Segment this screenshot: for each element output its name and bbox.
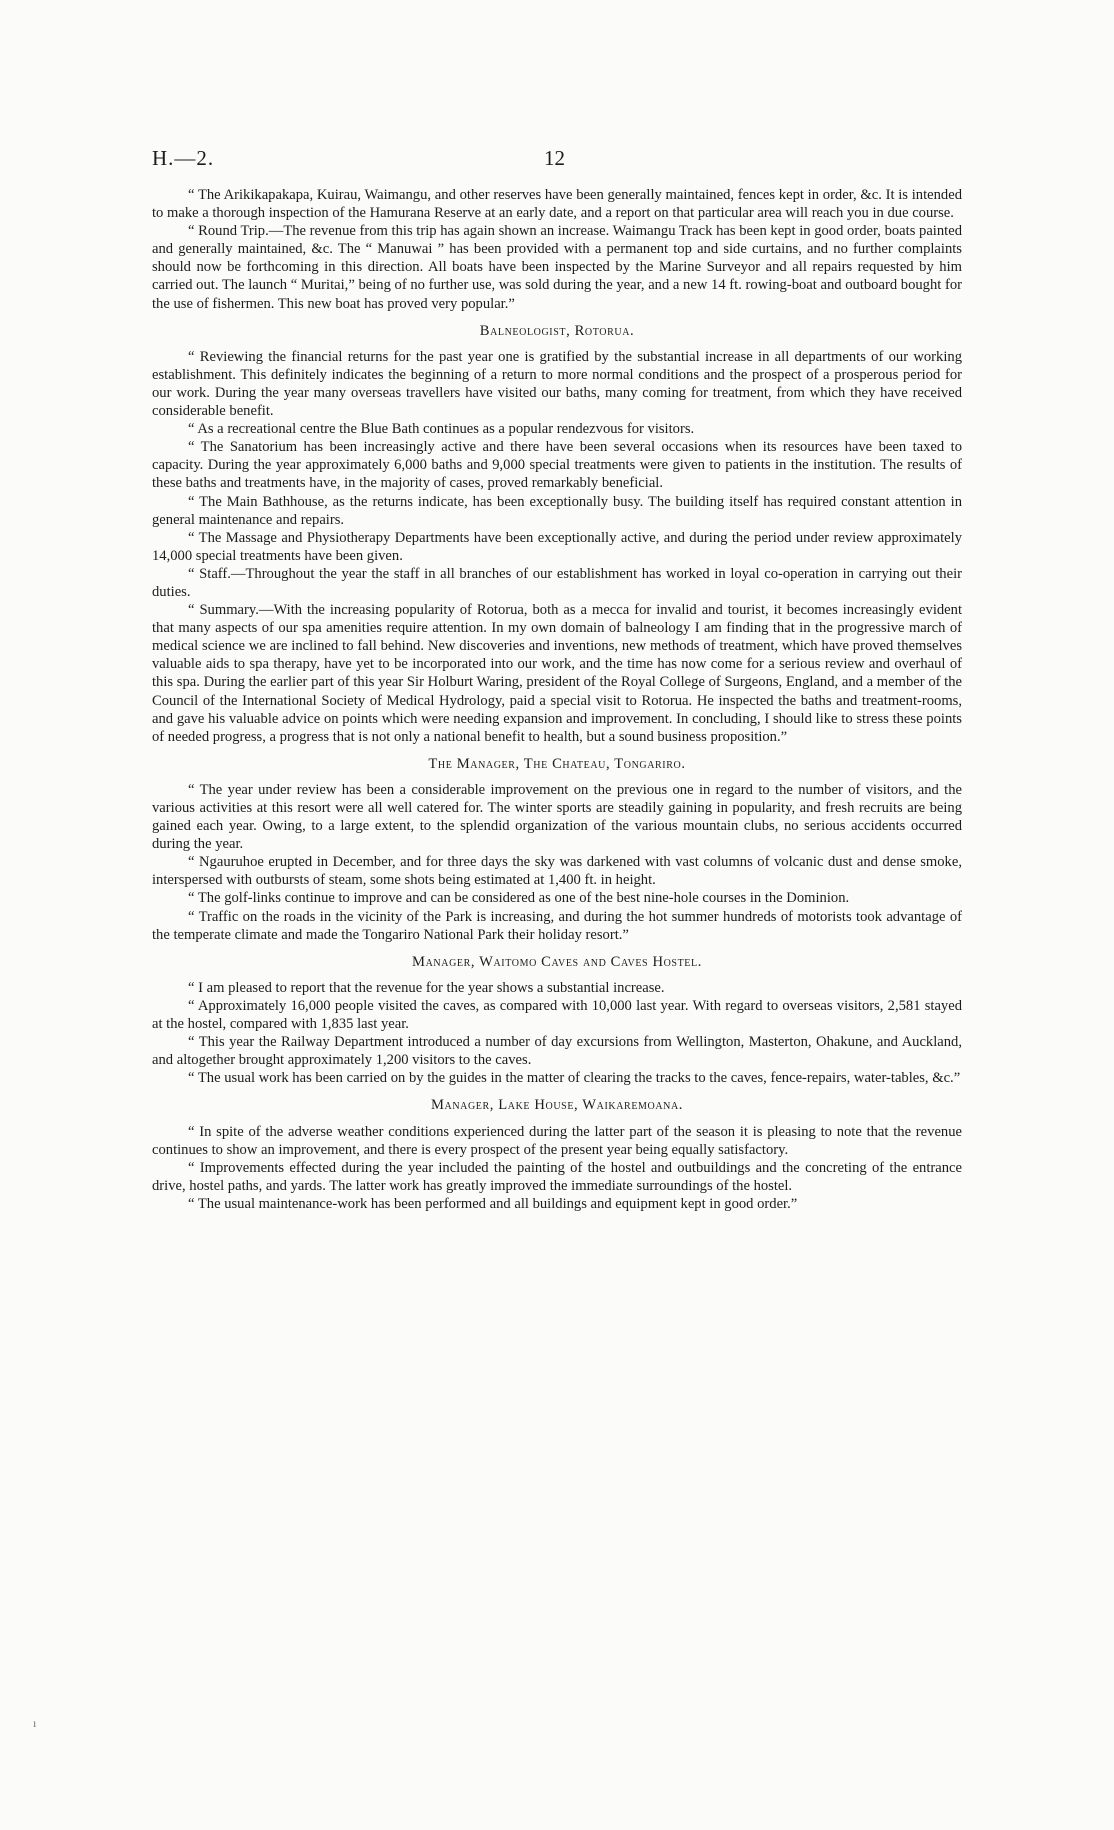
paragraph: “ Summary.—With the increasing popularity of Rotorua, both as a mecca for invalid and tourist, it becomes increasingly evident that many aspects of our spa amenities require attention. In my own domain of balneology I am finding that in the progressive march of medical science we are inclined to fall behind. New discoveries and inventions, new methods of treatment, which have proved themselves valuable aids to spa therapy, have yet to be incorporated into our work, and the time has now come for a serious review and overhaul of this spa. During the earlier part of this year Sir Holburt Waring, president of the Royal College of Surgeons, England, and a member of the Council of the International Society of Medical Hydrology, paid a special visit to Rotorua. He inspected the baths and treatment-rooms, and gave his valuable advice on points which were needing expansion and improvement. In concluding, I should like to stress these points of needed progress, a progress that is not only a national benefit to health, but a sound business proposition.”: [152, 602, 962, 745]
report-section: [152, 322, 962, 746]
paragraph: “ The Main Bathhouse, as the returns indicate, has been exceptionally busy. The building itself has required constant attention in general maintenance and repairs.: [152, 493, 962, 528]
paragraph: “ Reviewing the financial returns for the past year one is gratified by the substantial increase in all departments of our working establishment. This definitely indicates the beginning of a return to more normal conditions and the prospect of a prosperous period for our work. During the year many overseas travellers have visited our baths, many coming for treatment, from which they have received considerable benefit.: [152, 348, 962, 420]
paragraph: “ The year under review has been a considerable improvement on the previous one in regard to the number of visitors, and the various activities at this resort were all well catered for. The winter sports are steadily gaining in popularity, and fresh recruits are being gained each year. Owing, to a large extent, to the splendid organization of the various mountain clubs, no serious accidents occurred during the year.: [152, 781, 962, 853]
paragraph: “ Traffic on the roads in the vicinity of the Park is increasing, and during the hot summer hundreds of motorists took advantage of the temperate climate and made the Tongariro National Park their holiday resort.”: [152, 908, 962, 943]
section-heading: Balneologist, Rotorua.: [479, 322, 635, 339]
paragraph: “ Improvements effected during the year included the painting of the hostel and outbuildings and the concreting of the entrance drive, hostel paths, and yards. The latter work has greatly improved the immediate surroundings of the hostel.: [152, 1159, 962, 1194]
page-number: 12: [544, 146, 565, 170]
paragraph: “ The usual work has been carried on by the guides in the matter of clearing the tracks to the caves, fence-repairs, water-tables, &c.”: [188, 1070, 961, 1087]
section-heading: Manager, Waitomo Caves and Caves Hostel.: [412, 953, 702, 970]
paragraph: “ Approximately 16,000 people visited the caves, as compared with 10,000 last year. With regard to overseas visitors, 2,581 stayed at the hostel, compared with 1,835 last year.: [152, 997, 962, 1033]
paragraph: “ In spite of the adverse weather conditions experienced during the latter part of the season it is pleasing to note that the revenue continues to show an improvement, and there is every prospect of the present year being equally satisfactory.: [152, 1123, 962, 1158]
paragraph: “ The Massage and Physiotherapy Departments have been exceptionally active, and during the period under review approximately 14,000 special treatments have been given.: [152, 529, 962, 564]
report-section: [152, 755, 962, 944]
paragraph: “ Ngauruhoe erupted in December, and for three days the sky was darkened with vast columns of volcanic dust and dense smoke, interspersed with outbursts of steam, some shots being estimated at 1,400 ft. in height.: [152, 854, 962, 889]
report-section: [152, 953, 962, 1088]
paragraph: “ Round Trip.—The revenue from this trip has again shown an increase. Waimangu Track has been kept in good order, boats painted and generally maintained, &c. The “ Manuwai ” has been provided with a permanent top and side curtains, and no further complaints should now be forthcoming in this direction. All boats have been inspected by the Marine Surveyor and all repairs requested by him carried out. The launch “ Muritai,” being of no further use, was sold during the year, and a new 14 ft. rowing-boat and outboard bought for the use of fishermen. This new boat has proved very popular.”: [152, 223, 962, 312]
document-body: [152, 186, 962, 1213]
report-section: [152, 1096, 962, 1213]
document-reference: H.—2.: [152, 146, 215, 170]
paragraph: “ The usual maintenance-work has been performed and all buildings and equipment kept in good order.”: [188, 1195, 798, 1212]
paragraph: “ The golf-links continue to improve and can be considered as one of the best nine-hole courses in the Dominion.: [188, 890, 850, 907]
paragraph: “ This year the Railway Department introduced a number of day excursions from Wellington, Masterton, Ohakune, and Auckland, and altogether brought approximately 1,200 visitors to the caves.: [152, 1034, 962, 1069]
section-heading: The Manager, The Chateau, Tongariro.: [428, 755, 686, 772]
paragraph: “ Staff.—Throughout the year the staff in all branches of our establishment has worked in loyal co-operation in carrying out their duties.: [152, 565, 962, 600]
section-heading: Manager, Lake House, Waikaremoana.: [430, 1097, 684, 1114]
paragraph: “ The Sanatorium has been increasingly active and there have been several occasions when its resources have been taxed to capacity. During the year approximately 6,000 baths and 9,000 special treatments were given to patients in the institution. The results of these baths and treatments have, in the majority of cases, proved remarkably beneficial.: [152, 439, 962, 492]
paragraph: “ The Arikikapakapa, Kuirau, Waimangu, and other reserves have been generally maintained, fences kept in order, &c. It is intended to make a thorough inspection of the Hamurana Reserve at an early date, and a report on that particular area will reach you in due course.: [152, 187, 962, 222]
report-section: [152, 186, 962, 313]
paragraph: “ As a recreational centre the Blue Bath continues as a popular rendezvous for visitors.: [188, 421, 695, 438]
page-header: [152, 146, 962, 172]
paragraph: “ I am pleased to report that the revenue for the year shows a substantial increase.: [188, 979, 665, 996]
margin-mark: ı: [33, 1716, 37, 1730]
